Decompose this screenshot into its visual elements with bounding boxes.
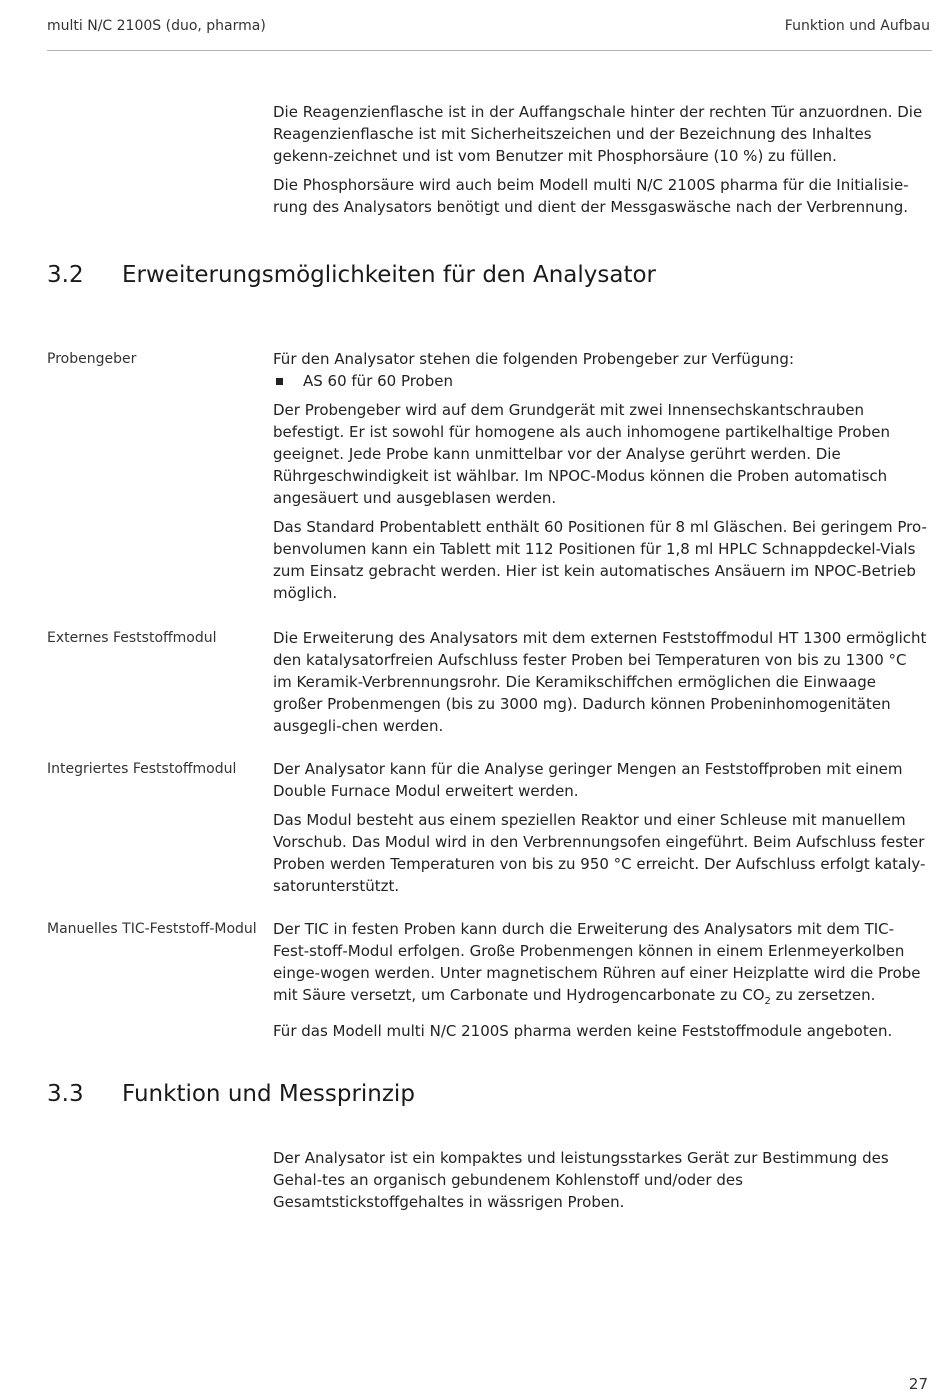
tic-paragraph-1 (273, 918, 928, 1013)
integriertes-paragraph-2: Das Modul besteht aus einem speziellen Reaktor und einer Schleuse mit manuellem Vorschub. Das Modul wird in den Verbrennungsofen eingeführt. Beim Aufschluss fester Proben werden Temperaturen von bis zu 950 °C erreicht. Der Aufschluss erfolgt kataly-satorunterstützt. (273, 811, 926, 895)
header-chapter-title: Funktion und Aufbau (784, 18, 930, 34)
funktion-paragraph-1: Der Analysator ist ein kompaktes und leistungsstarkes Gerät zur Bestimmung des Gehal-tes an organisch gebundenem Kohlenstoff und/oder des Gesamtstickstoffgehaltes in wässrigen Proben. (273, 1149, 889, 1211)
label-probengeber: Probengeber (47, 351, 137, 367)
tic-paragraph-1-text: Der TIC in festen Proben kann durch die Erweiterung des Analysators mit dem TIC-Fest-stoff-Modul erfolgen. Große Probenmengen können in einem Erlenmeyerkolben einge-wogen werden. Unter magnetischem Rühren auf einer Heizplatte wird die Probe mit Säure versetzt, um Carbonate und Hydrogencarbonate zu CO (273, 920, 921, 1004)
externes-paragraph-1: Die Erweiterung des Analysators mit dem externen Feststoffmodul HT 1300 ermöglicht den katalysatorfreien Aufschluss fester Proben bei Temperaturen von bis zu 1300 °C im Keramik-Verbrennungsrohr. Die Keramikschiffchen ermöglichen die Einwaage großer Probenmengen (bis zu 3000 mg). Dadurch können Probeninhomogenitäten ausgegli-chen werden. (273, 629, 927, 735)
integriertes-paragraph-1: Der Analysator kann für die Analyse geringer Mengen an Feststoffproben mit einem Double Furnace Modul erweitert werden. (273, 760, 903, 800)
section-title: Funktion und Messprinzip (122, 1081, 415, 1107)
section-heading-3-2 (47, 262, 656, 288)
externes-feststoffmodul-block (273, 627, 928, 744)
intro-paragraph-2: Die Phosphorsäure wird auch beim Modell multi N/C 2100S pharma für die Initialisie-rung des Analysators benötigt und dient der Messgaswäsche nach der Verbrennung. (273, 176, 909, 216)
integriertes-feststoffmodul-block (273, 758, 928, 904)
tic-feststoff-modul-block (273, 918, 928, 1049)
intro-paragraph-1: Die Reagenzienflasche ist in der Auffangschale hinter der rechten Tür anzuordnen. Die Reagenzienflasche ist mit Sicherheitszeichen und der Bezeichnung des Inhaltes gekenn-zeichnet und ist vom Benutzer mit Phosphorsäure (10 %) zu füllen. (273, 103, 923, 165)
probengeber-paragraph-2: Der Probengeber wird auf dem Grundgerät mit zwei Innensechskantschrauben befestigt. Er ist sowohl für homogene als auch inhomogene partikelhaltige Proben geeignet. Jede Probe kann unmittelbar vor der Analyse gerührt werden. Die Rührgeschwindigkeit ist wählbar. Im NPOC-Modus können die Proben automatisch angesäuert und ausgeblasen werden. (273, 401, 890, 507)
co2-subscript: 2 (764, 996, 771, 1007)
bullet-square-icon (276, 378, 283, 385)
list-item-text: AS 60 für 60 Proben (303, 372, 454, 390)
page-header (47, 16, 932, 51)
tic-paragraph-1-end: zu zersetzen. (770, 986, 876, 1004)
section-number: 3.2 (47, 262, 84, 288)
probengeber-block (273, 348, 928, 611)
probengeber-paragraph-3: Das Standard Probentablett enthält 60 Positionen für 8 ml Gläschen. Bei geringem Pro-benvolumen kann ein Tablett mit 112 Positionen für 1,8 ml HPLC Schnappdeckel-Vials zum Einsatz gebracht werden. Hier ist kein automatisches Ansäuern im NPOC-Betrieb möglich. (273, 518, 927, 602)
probengeber-paragraph-1: Für den Analysator stehen die folgenden Probengeber zur Verfügung: (273, 350, 795, 368)
intro-block (273, 101, 928, 225)
section-number: 3.3 (47, 1081, 84, 1107)
section-heading-3-3 (47, 1081, 415, 1107)
label-integriertes-feststoffmodul: Integriertes Feststoffmodul (47, 761, 237, 777)
label-tic-feststoff-modul: Manuelles TIC-Feststoff-Modul (47, 921, 257, 937)
page-number: 27 (908, 1375, 928, 1393)
funktion-block (273, 1147, 928, 1220)
header-document-title: multi N/C 2100S (duo, pharma) (47, 18, 266, 34)
list-item (273, 370, 928, 392)
label-externes-feststoffmodul: Externes Feststoffmodul (47, 630, 217, 646)
tic-paragraph-2: Für das Modell multi N/C 2100S pharma werden keine Feststoffmodule angeboten. (273, 1022, 893, 1040)
section-title: Erweiterungsmöglichkeiten für den Analysator (122, 262, 656, 288)
